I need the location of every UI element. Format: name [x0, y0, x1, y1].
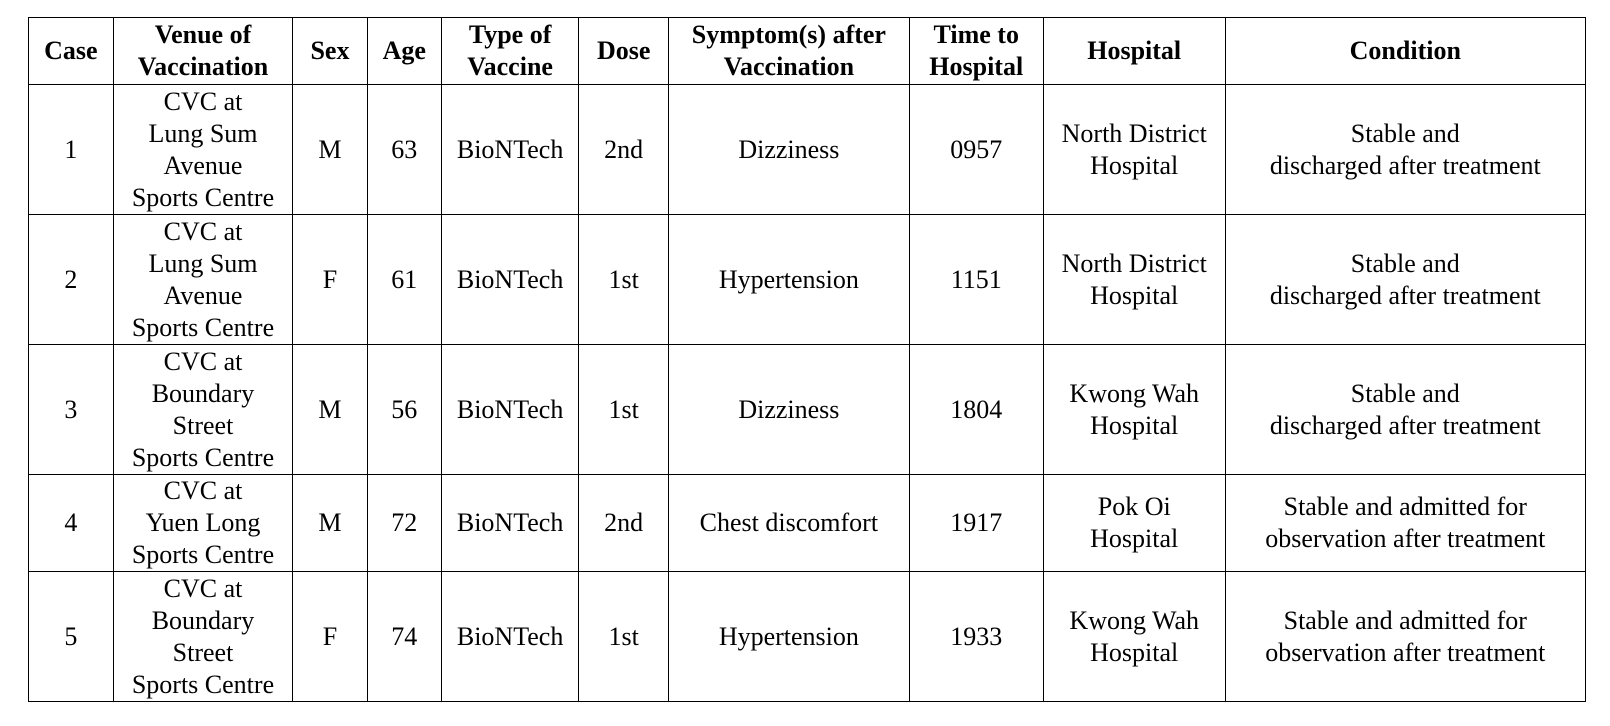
- cell-case: 2: [29, 215, 114, 345]
- cell-age: 63: [367, 85, 441, 215]
- cell-hospital: North District Hospital: [1043, 215, 1225, 345]
- cell-age: 74: [367, 572, 441, 702]
- cell-hospital: Kwong Wah Hospital: [1043, 345, 1225, 475]
- cell-dose: 1st: [579, 215, 669, 345]
- cell-symptoms: Dizziness: [669, 345, 910, 475]
- cell-dose: 2nd: [579, 475, 669, 572]
- cell-vaccine: BioNTech: [441, 572, 578, 702]
- header-venue: Venue of Vaccination: [113, 18, 293, 85]
- cell-condition: Stable and discharged after treatment: [1225, 345, 1585, 475]
- header-condition: Condition: [1225, 18, 1585, 85]
- cell-symptoms: Hypertension: [669, 215, 910, 345]
- header-dose: Dose: [579, 18, 669, 85]
- header-symptoms: Symptom(s) after Vaccination: [669, 18, 910, 85]
- cell-vaccine: BioNTech: [441, 85, 578, 215]
- header-vaccine-type: Type of Vaccine: [441, 18, 578, 85]
- cell-hospital: North District Hospital: [1043, 85, 1225, 215]
- cell-time: 1151: [909, 215, 1043, 345]
- cell-venue: CVC at Boundary Street Sports Centre: [113, 572, 293, 702]
- table-row: [29, 572, 1586, 702]
- cell-age: 61: [367, 215, 441, 345]
- cell-symptoms: Chest discomfort: [669, 475, 910, 572]
- cell-sex: M: [293, 345, 367, 475]
- header-age: Age: [367, 18, 441, 85]
- table-row: [29, 85, 1586, 215]
- cell-vaccine: BioNTech: [441, 345, 578, 475]
- cell-condition: Stable and admitted for observation after treatment: [1225, 572, 1585, 702]
- cell-time: 1917: [909, 475, 1043, 572]
- cell-dose: 1st: [579, 572, 669, 702]
- cell-vaccine: BioNTech: [441, 475, 578, 572]
- cell-vaccine: BioNTech: [441, 215, 578, 345]
- cell-symptoms: Hypertension: [669, 572, 910, 702]
- cell-condition: Stable and admitted for observation after treatment: [1225, 475, 1585, 572]
- cell-condition: Stable and discharged after treatment: [1225, 85, 1585, 215]
- cell-age: 72: [367, 475, 441, 572]
- table-row: [29, 345, 1586, 475]
- header-case: Case: [29, 18, 114, 85]
- cell-dose: 2nd: [579, 85, 669, 215]
- table-row: [29, 215, 1586, 345]
- cell-symptoms: Dizziness: [669, 85, 910, 215]
- table-row: [29, 475, 1586, 572]
- cell-sex: F: [293, 572, 367, 702]
- cell-venue: CVC at Lung Sum Avenue Sports Centre: [113, 215, 293, 345]
- cell-time: 1933: [909, 572, 1043, 702]
- cell-case: 5: [29, 572, 114, 702]
- header-time-to-hospital: Time to Hospital: [909, 18, 1043, 85]
- cell-hospital: Pok Oi Hospital: [1043, 475, 1225, 572]
- cell-time: 1804: [909, 345, 1043, 475]
- cell-sex: M: [293, 475, 367, 572]
- cell-venue: CVC at Boundary Street Sports Centre: [113, 345, 293, 475]
- cell-case: 4: [29, 475, 114, 572]
- cell-venue: CVC at Lung Sum Avenue Sports Centre: [113, 85, 293, 215]
- cell-case: 1: [29, 85, 114, 215]
- vaccination-cases-table: [28, 17, 1586, 702]
- header-hospital: Hospital: [1043, 18, 1225, 85]
- cell-age: 56: [367, 345, 441, 475]
- cell-case: 3: [29, 345, 114, 475]
- cell-time: 0957: [909, 85, 1043, 215]
- cell-venue: CVC at Yuen Long Sports Centre: [113, 475, 293, 572]
- cell-dose: 1st: [579, 345, 669, 475]
- cell-sex: F: [293, 215, 367, 345]
- cell-hospital: Kwong Wah Hospital: [1043, 572, 1225, 702]
- header-sex: Sex: [293, 18, 367, 85]
- cell-condition: Stable and discharged after treatment: [1225, 215, 1585, 345]
- header-row: [29, 18, 1586, 85]
- cell-sex: M: [293, 85, 367, 215]
